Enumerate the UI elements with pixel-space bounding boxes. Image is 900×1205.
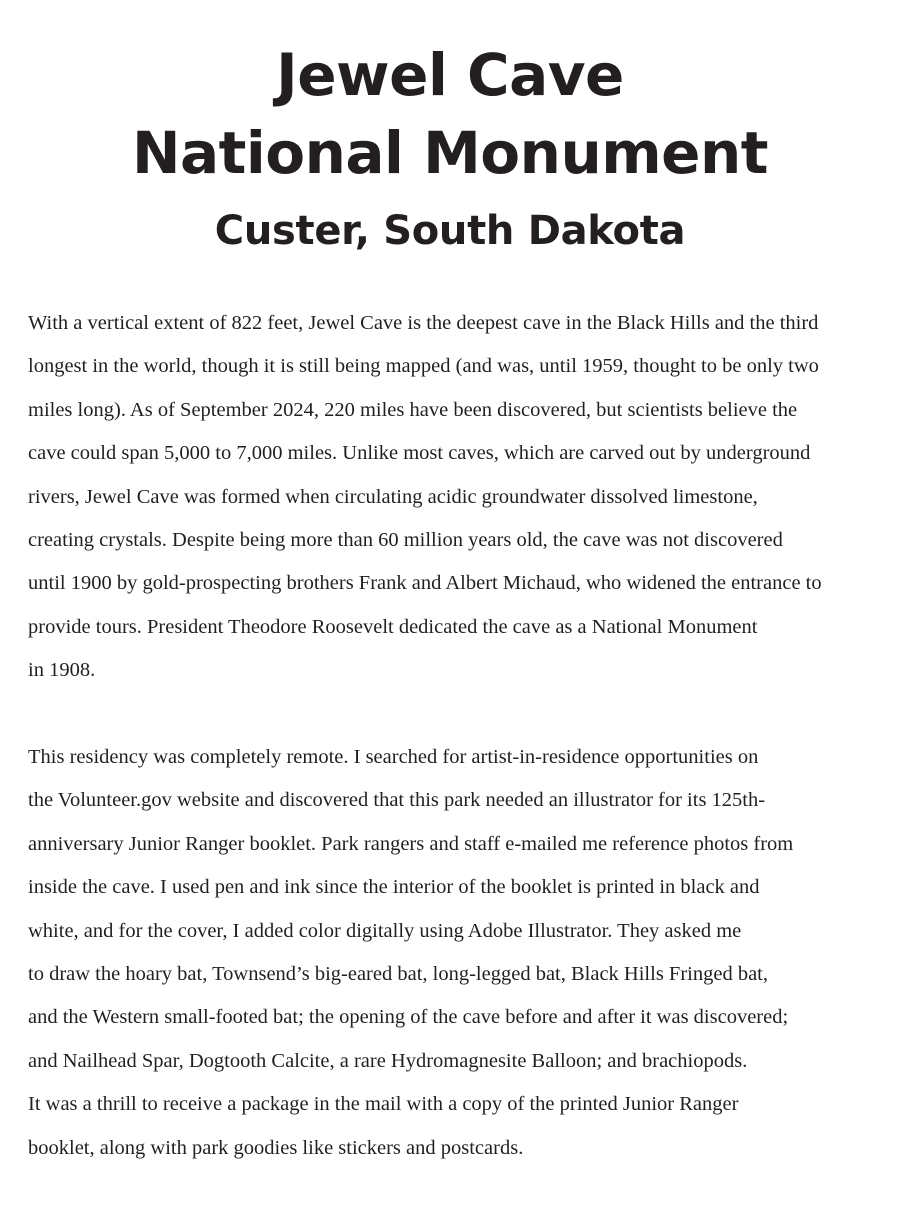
text-line: and Nailhead Spar, Dogtooth Calcite, a rare Hydromagnesite Balloon; and brachiopods.	[28, 1049, 748, 1072]
text-line: longest in the world, though it is still being mapped (and was, until 1959, thought to be only two	[28, 355, 819, 378]
text-line: and the Western small-footed bat; the opening of the cave before and after it was discovered;	[28, 1006, 789, 1029]
text-line: cave could span 5,000 to 7,000 miles. Unlike most caves, which are carved out by underground	[28, 442, 811, 465]
text-line: white, and for the cover, I added color digitally using Adobe Illustrator. They asked me	[28, 919, 742, 942]
text-line: provide tours. President Theodore Roosevelt dedicated the cave as a National Monument	[28, 615, 758, 638]
page-subtitle: Custer, South Dakota	[214, 208, 686, 254]
text-line: until 1900 by gold-prospecting brothers Frank and Albert Michaud, who widened the entrance to	[28, 572, 822, 595]
paragraph-residency	[28, 736, 878, 1170]
text-line: inside the cave. I used pen and ink since the interior of the booklet is printed in black and	[28, 876, 760, 899]
text-line: This residency was completely remote. I searched for artist-in-residence opportunities on	[28, 746, 759, 768]
paragraph-cave-history	[28, 302, 878, 693]
text-line: rivers, Jewel Cave was formed when circulating acidic groundwater dissolved limestone,	[28, 485, 758, 508]
page-title-line-2: National Monument	[131, 119, 769, 187]
page-title-line-1: Jewel Cave	[276, 41, 624, 109]
text-line: miles long). As of September 2024, 220 miles have been discovered, but scientists believe the	[28, 398, 798, 421]
text-line: to draw the hoary bat, Townsend’s big-eared bat, long-legged bat, Black Hills Fringed bat,	[28, 963, 768, 986]
text-line: creating crystals. Despite being more than 60 million years old, the cave was not discovered	[28, 529, 783, 552]
text-line: booklet, along with park goodies like stickers and postcards.	[28, 1136, 524, 1159]
text-line: It was a thrill to receive a package in the mail with a copy of the printed Junior Ranger	[28, 1093, 739, 1116]
text-line: anniversary Junior Ranger booklet. Park rangers and staff e-mailed me reference photos from	[28, 832, 794, 855]
text-line: the Volunteer.gov website and discovered that this park needed an illustrator for its 125th-	[28, 789, 766, 812]
text-line: in 1908.	[28, 659, 96, 682]
text-line: With a vertical extent of 822 feet, Jewel Cave is the deepest cave in the Black Hills and the third	[28, 312, 819, 334]
